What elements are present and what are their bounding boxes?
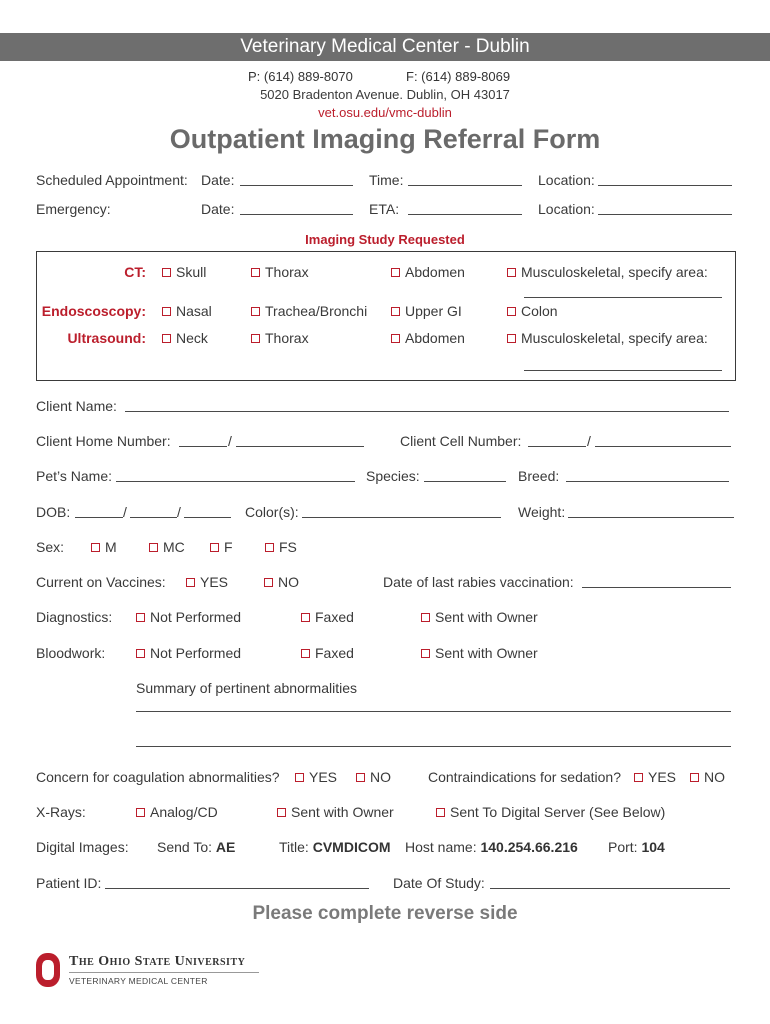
emergency-date-label: Date: [201,201,235,217]
scheduled-time-label: Time: [369,172,404,188]
emergency-eta-label: ETA: [369,201,400,217]
ct-label: CT: [124,264,146,280]
emergency-label: Emergency: [36,201,111,217]
sedation-label: Contraindications for sedation? [428,769,622,785]
emergency-date-field[interactable] [240,214,353,215]
client-home-label: Client Home Number: [36,433,171,449]
checkbox-icon[interactable] [251,307,260,316]
scheduled-location-label: Location: [538,172,595,188]
checkbox-icon[interactable] [162,334,171,343]
ct-thorax-option[interactable]: Thorax [251,264,309,280]
checkbox-icon[interactable] [186,578,195,587]
checkbox-icon[interactable] [507,334,516,343]
slash: / [587,433,591,449]
summary-line-2[interactable] [136,746,731,747]
vaccines-no-option[interactable]: NO [264,574,299,590]
species-label: Species: [366,468,420,484]
breed-label: Breed: [518,468,560,484]
client-cell-label: Client Cell Number: [400,433,522,449]
client-name-field[interactable] [125,411,729,412]
client-name-label: Client Name: [36,398,117,414]
diagnostics-not-performed-option[interactable]: Not Performed [136,609,241,625]
checkbox-icon[interactable] [356,773,365,782]
checkbox-icon[interactable] [264,578,273,587]
center-name: VETERINARY MEDICAL CENTER [69,976,208,986]
emergency-eta-field[interactable] [408,214,522,215]
us-neck-option[interactable]: Neck [162,330,208,346]
client-cell-number-field[interactable] [595,446,731,447]
imaging-section-title: Imaging Study Requested [305,232,465,247]
scheduled-appointment-label: Scheduled Appointment: [36,172,188,188]
vaccines-yes-option[interactable]: YES [186,574,228,590]
checkbox-icon[interactable] [421,649,430,658]
checkbox-icon[interactable] [251,334,260,343]
org-name: Veterinary Medical Center - Dublin [240,36,530,57]
scheduled-time-field[interactable] [408,185,522,186]
port-info: Port: 104 [608,839,665,855]
checkbox-icon[interactable] [149,543,158,552]
diagnostics-sent-with-owner-option[interactable]: Sent with Owner [421,609,538,625]
checkbox-icon[interactable] [421,613,430,622]
sex-f-option[interactable]: F [210,539,233,555]
rabies-date-field[interactable] [582,587,731,588]
checkbox-icon[interactable] [301,613,310,622]
checkbox-icon[interactable] [690,773,699,782]
checkbox-icon[interactable] [436,808,445,817]
sex-fs-option[interactable]: FS [265,539,297,555]
university-name: The Ohio State University [69,954,246,969]
xrays-digital-server-option[interactable]: Sent To Digital Server (See Below) [436,804,665,820]
sex-mc-option[interactable]: MC [149,539,185,555]
us-thorax-option[interactable]: Thorax [251,330,309,346]
checkbox-icon[interactable] [391,307,400,316]
client-home-number-field[interactable] [236,446,364,447]
checkbox-icon[interactable] [91,543,100,552]
coagulation-no-option[interactable]: NO [356,769,391,785]
checkbox-icon[interactable] [507,268,516,277]
breed-field[interactable] [566,481,729,482]
checkbox-icon[interactable] [391,268,400,277]
slash: / [123,504,127,520]
reverse-side-note: Please complete reverse side [252,903,518,924]
vaccines-label: Current on Vaccines: [36,574,166,590]
osu-logo-icon [35,952,61,988]
bloodwork-label: Bloodwork: [36,645,106,661]
dob-year-field[interactable] [184,517,231,518]
phone-number: P: (614) 889-8070 [248,69,353,84]
checkbox-icon[interactable] [301,649,310,658]
sex-m-option[interactable]: M [91,539,117,555]
endo-upper-gi-option[interactable]: Upper GI [391,303,462,319]
website-link[interactable]: vet.osu.edu/vmc-dublin [318,105,452,120]
coagulation-label: Concern for coagulation abnormalities? [36,769,280,785]
dob-month-field[interactable] [75,517,123,518]
fax-number: F: (614) 889-8069 [406,69,511,84]
client-home-area-field[interactable] [179,446,227,447]
address: 5020 Bradenton Avenue. Dublin, OH 43017 [260,87,510,102]
header-banner [0,33,770,61]
ultrasound-label: Ultrasound: [67,330,146,346]
ct-musculoskeletal-option[interactable]: Musculoskeletal, specify area: [507,264,708,280]
endo-colon-option[interactable]: Colon [507,303,558,319]
color-label: Color(s): [245,504,299,520]
send-to-info: Send To: AE [157,839,236,855]
digital-images-label: Digital Images: [36,839,129,855]
study-date-label: Date Of Study: [393,875,485,891]
emergency-location-label: Location: [538,201,595,217]
color-field[interactable] [302,517,501,518]
checkbox-icon[interactable] [277,808,286,817]
diagnostics-label: Diagnostics: [36,609,113,625]
pet-name-field[interactable] [116,481,355,482]
sex-label: Sex: [36,539,65,555]
form-title: Outpatient Imaging Referral Form [169,124,601,154]
xrays-analog-option[interactable]: Analog/CD [136,804,218,820]
checkbox-icon[interactable] [507,307,516,316]
coagulation-yes-option[interactable]: YES [295,769,337,785]
host-info: Host name: 140.254.66.216 [405,839,578,855]
us-musculoskeletal-option[interactable]: Musculoskeletal, specify area: [507,330,708,346]
checkbox-icon[interactable] [136,808,145,817]
weight-label: Weight: [518,504,566,520]
scheduled-date-field[interactable] [240,185,353,186]
emergency-location-field[interactable] [598,214,732,215]
dob-label: DOB: [36,504,71,520]
slash: / [177,504,181,520]
slash: / [228,433,232,449]
rabies-date-label: Date of last rabies vaccination: [383,574,574,590]
patient-id-label: Patient ID: [36,875,102,891]
xrays-label: X-Rays: [36,804,86,820]
bloodwork-sent-with-owner-option[interactable]: Sent with Owner [421,645,538,661]
checkbox-icon[interactable] [391,334,400,343]
endo-nasal-option[interactable]: Nasal [162,303,212,319]
checkbox-icon[interactable] [295,773,304,782]
checkbox-icon[interactable] [162,307,171,316]
bloodwork-not-performed-option[interactable]: Not Performed [136,645,241,661]
dob-day-field[interactable] [130,517,177,518]
checkbox-icon[interactable] [265,543,274,552]
species-field[interactable] [424,481,506,482]
client-cell-area-field[interactable] [528,446,586,447]
checkbox-icon[interactable] [136,613,145,622]
weight-field[interactable] [568,517,734,518]
endo-trachea-option[interactable]: Trachea/Bronchi [251,303,367,319]
checkbox-icon[interactable] [251,268,260,277]
study-date-field[interactable] [490,888,730,889]
xrays-sent-with-owner-option[interactable]: Sent with Owner [277,804,394,820]
pet-name-label: Pet’s Name: [36,468,112,484]
scheduled-location-field[interactable] [598,185,732,186]
us-abdomen-option[interactable]: Abdomen [391,330,465,346]
checkbox-icon[interactable] [136,649,145,658]
title-info: Title: CVMDICOM [279,839,391,855]
sedation-no-option[interactable]: NO [690,769,725,785]
scheduled-date-label: Date: [201,172,235,188]
ct-specify-area-field[interactable] [524,297,722,298]
summary-label: Summary of pertinent abnormalities [136,680,357,696]
bloodwork-faxed-option[interactable]: Faxed [301,645,354,661]
sedation-yes-option[interactable]: YES [634,769,676,785]
ct-abdomen-option[interactable]: Abdomen [391,264,465,280]
ct-skull-option[interactable]: Skull [162,264,206,280]
summary-line-1[interactable] [136,711,731,712]
diagnostics-faxed-option[interactable]: Faxed [301,609,354,625]
checkbox-icon[interactable] [162,268,171,277]
endoscopy-label: Endoscoscopy: [41,303,146,319]
patient-id-field[interactable] [105,888,369,889]
footer-divider [69,972,259,973]
checkbox-icon[interactable] [210,543,219,552]
checkbox-icon[interactable] [634,773,643,782]
us-specify-area-field[interactable] [524,370,722,371]
